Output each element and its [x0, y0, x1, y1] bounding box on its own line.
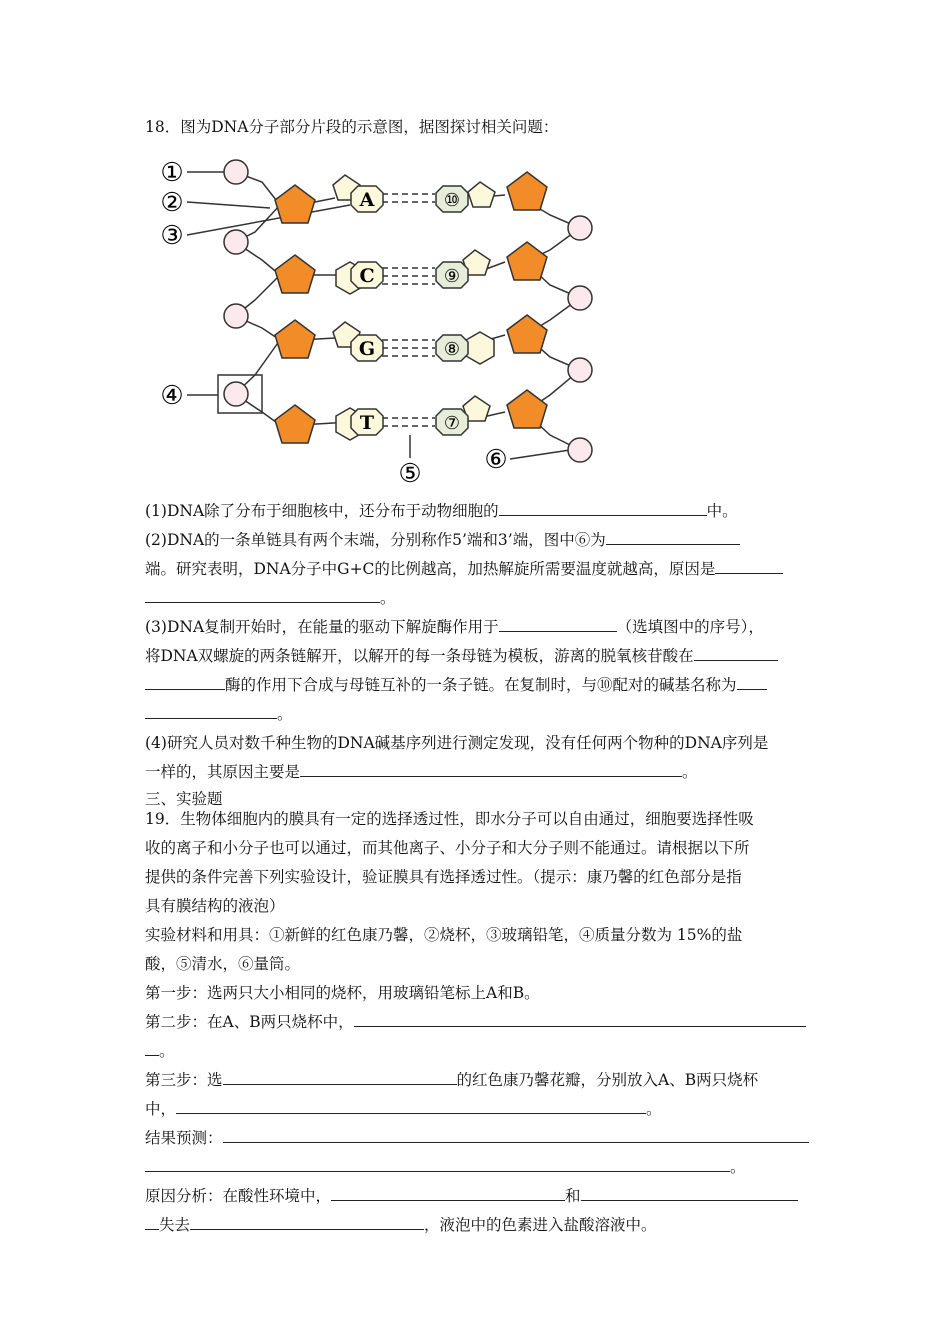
- q19-materials-1: 实验材料和用具：①新鲜的红色康乃馨，②烧杯，③玻璃铅笔，④质量分数为 15%的盐: [145, 926, 743, 944]
- q19-reason-line2: 失去 ，液泡中的色素进入盐酸溶液中。: [145, 1214, 657, 1236]
- answer-blank[interactable]: [145, 587, 380, 603]
- answer-blank[interactable]: [176, 1098, 646, 1114]
- answer-blank[interactable]: [499, 616, 617, 632]
- answer-blank[interactable]: [331, 1185, 565, 1201]
- label-1: ①: [160, 158, 184, 188]
- right-bases: [436, 186, 468, 435]
- q19-intro-1: 19．生物体细胞内的膜具有一定的选择透过性，即水分子可以自由通过，细胞要选择性吸: [145, 810, 754, 828]
- q19-step2-line1: 第二步：在A、B两只烧杯中，: [145, 1011, 806, 1033]
- hydrogen-bonds: [382, 194, 435, 426]
- left-bases: [351, 186, 383, 435]
- q19-intro-3: 提供的条件完善下列实验设计，验证膜具有选择透过性。（提示：康乃馨的红色部分是指: [145, 868, 742, 886]
- answer-blank[interactable]: [223, 1127, 809, 1143]
- q19-intro-4: 具有膜结构的液泡）: [145, 897, 285, 915]
- answer-blank[interactable]: [354, 1011, 806, 1027]
- label-6: ⑥: [484, 445, 508, 475]
- q19-materials-2: 酸，⑤清水，⑥量筒。: [145, 955, 301, 973]
- answer-blank[interactable]: [145, 1156, 730, 1172]
- q18-part2-line1: (2)DNA的一条单链具有两个末端，分别称作5’端和3’端，图中⑥为: [145, 529, 740, 551]
- dna-diagram: [150, 150, 610, 490]
- q19-result-line1: 结果预测：: [145, 1127, 809, 1149]
- base-c: [351, 262, 383, 288]
- answer-blank[interactable]: [606, 529, 740, 545]
- q19-step1: 第一步：选两只大小相同的烧杯，用玻璃铅笔标上A和B。: [145, 984, 540, 1002]
- answer-blank[interactable]: [737, 674, 767, 690]
- base-label-8: ⑧: [443, 339, 461, 360]
- base-g: [351, 335, 383, 361]
- base-9: [436, 262, 468, 288]
- base-10: [436, 186, 468, 212]
- q19-step2-line2: 。: [145, 1040, 175, 1062]
- answer-blank[interactable]: [300, 761, 682, 777]
- answer-blank[interactable]: [223, 1069, 457, 1085]
- base-label-10: ⑩: [443, 190, 461, 211]
- base-letter-t: T: [359, 412, 375, 434]
- q19-reason-line1: 原因分析：在酸性环境中， 和: [145, 1185, 798, 1207]
- base-label-7: ⑦: [443, 413, 461, 434]
- label-2: ②: [160, 188, 184, 218]
- base-a: [351, 186, 383, 212]
- q19-intro-2: 收的离子和小分子也可以通过，而其他离子、小分子和大分子则不能通过。请根据以下所: [145, 839, 750, 857]
- label-5: ⑤: [398, 459, 422, 489]
- q18-part3-line3: 酶的作用下合成与母链互补的一条子链。在复制时，与⑩配对的碱基名称为: [145, 674, 767, 696]
- base-t: [351, 409, 383, 435]
- q18-part4-line2: 一样的，其原因主要是 。: [145, 763, 698, 781]
- q19-result-line2: 。: [145, 1156, 746, 1178]
- q18-part2-line3: 。: [145, 587, 396, 609]
- answer-blank[interactable]: [499, 500, 707, 516]
- answer-blank[interactable]: [581, 1185, 798, 1201]
- q18-part3-line4: 。: [145, 703, 293, 725]
- base-8: [436, 335, 468, 361]
- q18-part2-line2: 端。研究表明，DNA分子中G+C的比例越高，加热解旋所需要温度就越高，原因是: [145, 558, 783, 580]
- q18-part1: (1)DNA除了分布于细胞核中，还分布于动物细胞的 中。: [145, 502, 738, 520]
- answer-blank[interactable]: [715, 558, 783, 574]
- answer-blank[interactable]: [145, 703, 277, 719]
- q18-title: 18．图为DNA分子部分片段的示意图，据图探讨相关问题：: [145, 118, 559, 136]
- base-letter-g: G: [358, 338, 376, 360]
- q19-step3-line1: 第三步：选 的红色康乃馨花瓣，分别放入A、B两只烧杯: [145, 1071, 759, 1089]
- base-letter-c: C: [359, 265, 375, 287]
- answer-blank[interactable]: [145, 1040, 159, 1056]
- base-label-9: ⑨: [443, 266, 461, 287]
- q19-step3-line2: 中， 。: [145, 1100, 662, 1118]
- section-heading: 三、实验题: [145, 790, 223, 808]
- q18-part3-line1: (3)DNA复制开始时，在能量的驱动下解旋酶作用于 （选填图中的序号），: [145, 618, 764, 636]
- base-rings: [333, 175, 495, 440]
- label-3: ③: [160, 221, 184, 251]
- answer-blank[interactable]: [145, 1214, 159, 1230]
- answer-blank[interactable]: [190, 1214, 424, 1230]
- q18-part3-line2: 将DNA双螺旋的两条链解开，以解开的每一条母链为模板，游离的脱氧核苷酸在: [145, 645, 778, 667]
- label-4: ④: [160, 381, 184, 411]
- answer-blank[interactable]: [145, 674, 225, 690]
- base-7: [436, 409, 468, 435]
- base-letter-a: A: [359, 189, 375, 211]
- q18-part4-line1: (4)研究人员对数千种生物的DNA碱基序列进行测定发现，没有任何两个物种的DNA序列是: [145, 734, 769, 752]
- sugars: [275, 172, 547, 443]
- answer-blank[interactable]: [694, 645, 778, 661]
